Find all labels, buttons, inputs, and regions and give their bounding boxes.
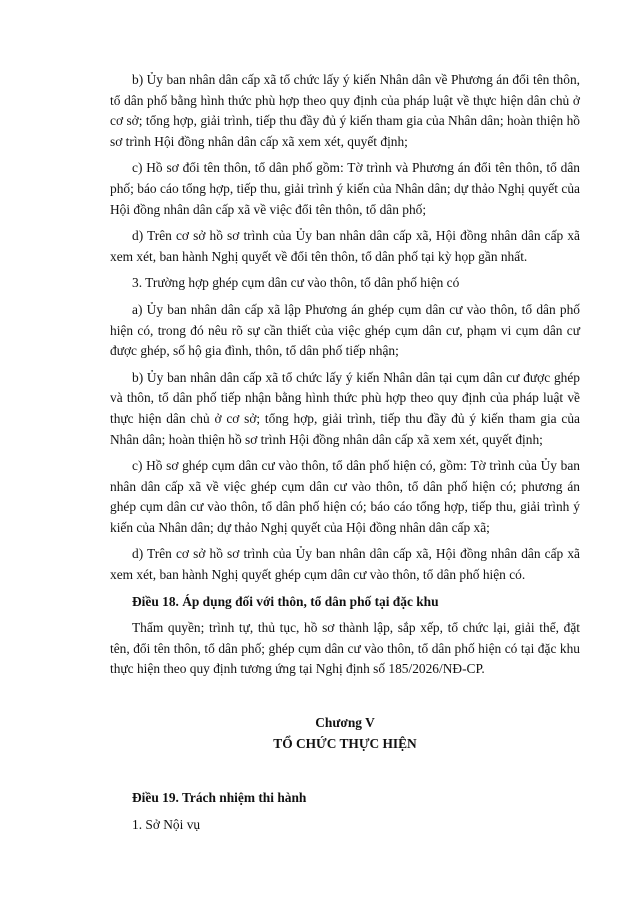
paragraph-2d: d) Trên cơ sở hồ sơ trình của Ủy ban nhân dân cấp xã, Hội đồng nhân dân cấp xã xem xét, ban hành Nghị quyết về đổi tên thôn, tổ dân phố tại kỳ họp gần nhất. bbox=[110, 228, 580, 264]
paragraph-3c: c) Hồ sơ ghép cụm dân cư vào thôn, tổ dân phố hiện có, gồm: Tờ trình của Ủy ban nhân dân cấp xã về việc ghép cụm dân cư vào thôn, tổ dân phố hiện có; phương án ghép cụm dân cư vào thôn, tổ dân phố hiện có; báo cáo tổng hợp, tiếp thu, giải trình ý kiến của Nhân dân; dự thảo Nghị quyết của Hội đồng nhân dân cấp xã; bbox=[110, 458, 580, 535]
clause-3-heading: 3. Trường hợp ghép cụm dân cư vào thôn, tổ dân phố hiện có bbox=[132, 275, 460, 291]
article-19-item-1: 1. Sở Nội vụ bbox=[132, 816, 201, 832]
paragraph-3a: a) Ủy ban nhân dân cấp xã lập Phương án ghép cụm dân cư vào thôn, tổ dân phố hiện có, trong đó nêu rõ sự cần thiết của việc ghép cụm dân cư, phạm vi cụm dân cư được ghép, số hộ gia đình, thôn, tổ dân phố tiếp nhận; bbox=[110, 301, 580, 359]
chapter-heading bbox=[110, 712, 580, 754]
paragraph-2c: c) Hồ sơ đổi tên thôn, tổ dân phố gồm: Tờ trình và Phương án đổi tên thôn, tổ dân phố; báo cáo tổng hợp, tiếp thu, giải trình ý kiến của Nhân dân; dự thảo Nghị quyết của Hội đồng nhân dân cấp xã về việc đổi tên thôn, tổ dân phố; bbox=[110, 160, 580, 217]
article-18-title: Điều 18. Áp dụng đối với thôn, tổ dân phố tại đặc khu bbox=[132, 593, 439, 609]
article-18-body: Thẩm quyền; trình tự, thủ tục, hồ sơ thành lập, sắp xếp, tổ chức lại, giải thể, đặt tên, đổi tên thôn, tổ dân phố; ghép cụm dân cư vào thôn, tổ dân phố hiện có tại đặc khu thực hiện theo quy định tương ứng tại Nghị định số 185/2026/NĐ-CP. bbox=[110, 620, 580, 677]
paragraph-3b: b) Ủy ban nhân dân cấp xã tổ chức lấy ý kiến Nhân dân tại cụm dân cư được ghép và thôn, tổ dân phố tiếp nhận bằng hình thức phù hợp theo quy định của pháp luật về thực hiện dân chủ ở cơ sở; tổng hợp, giải trình, tiếp thu đầy đủ ý kiến tham gia của Nhân dân; hoàn thiện hồ sơ trình Hội đồng nhân dân cấp xã xem xét, quyết định; bbox=[110, 369, 580, 447]
document-page bbox=[110, 70, 580, 835]
paragraph-2b: b) Ủy ban nhân dân cấp xã tổ chức lấy ý kiến Nhân dân về Phương án đổi tên thôn, tổ dân phố bằng hình thức phù hợp theo quy định của pháp luật về thực hiện dân chủ ở cơ sở; tổng hợp, giải trình, tiếp thu đầy đủ ý kiến tham gia của Nhân dân; hoàn thiện hồ sơ trình Hội đồng nhân dân cấp xã xem xét, quyết định; bbox=[110, 72, 580, 149]
chapter-number: Chương V bbox=[315, 715, 375, 731]
paragraph-3d: d) Trên cơ sở hồ sơ trình của Ủy ban nhân dân cấp xã, Hội đồng nhân dân cấp xã xem xét, ban hành Nghị quyết ghép cụm dân cư vào thôn, tổ dân phố hiện có. bbox=[110, 546, 580, 583]
article-19-title: Điều 19. Trách nhiệm thi hành bbox=[132, 790, 307, 806]
chapter-title: TỔ CHỨC THỰC HIỆN bbox=[273, 736, 417, 752]
